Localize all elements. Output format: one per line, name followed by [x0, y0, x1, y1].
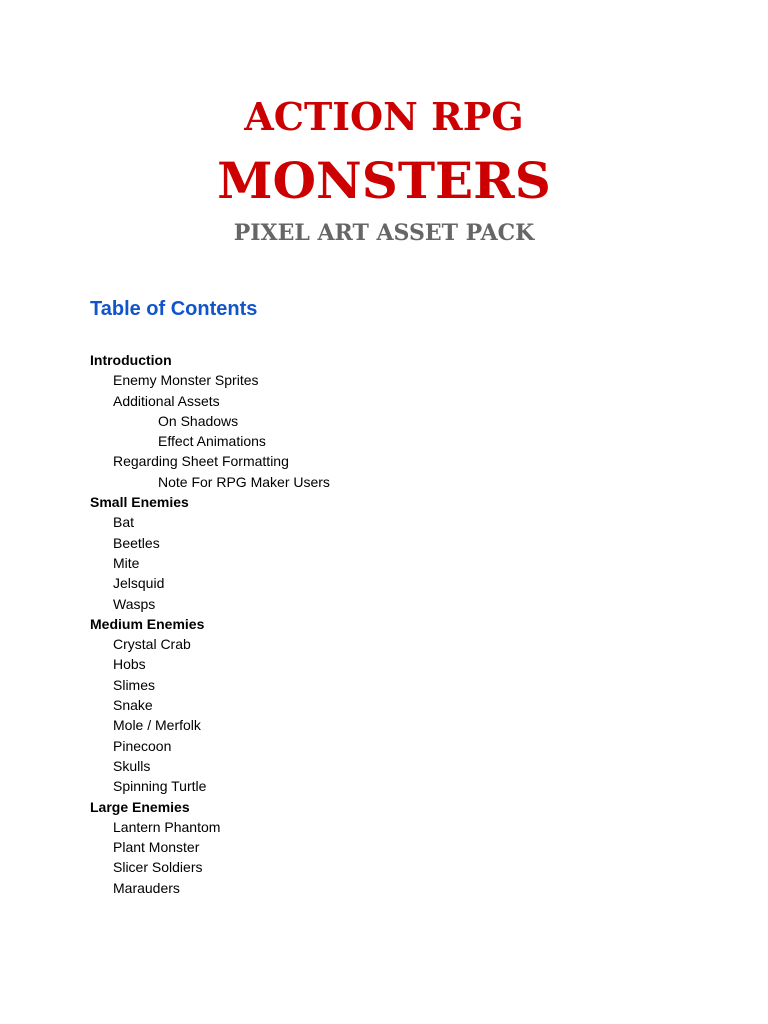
- toc-entry-link[interactable]: Pinecoon: [113, 737, 172, 754]
- toc-section-link[interactable]: Introduction: [90, 352, 172, 368]
- toc-entry-link[interactable]: Spinning Turtle: [113, 778, 207, 795]
- toc-entry-link[interactable]: Crystal Crab: [113, 636, 191, 653]
- toc-entry-link[interactable]: Note For RPG Maker Users: [158, 473, 330, 490]
- toc-entry-link[interactable]: Jelsquid: [113, 575, 165, 592]
- toc-heading: Table of Contents: [90, 298, 258, 320]
- toc-section-link[interactable]: Large Enemies: [90, 798, 190, 815]
- title-line-1: ACTION RPG: [244, 94, 524, 139]
- toc-entry-link[interactable]: Effect Animations: [158, 433, 266, 450]
- subtitle: PIXEL ART ASSET PACK: [233, 220, 535, 246]
- toc-entry-link[interactable]: Additional Assets: [113, 392, 220, 409]
- toc-entry-link[interactable]: Marauders: [113, 879, 180, 896]
- toc-entry-link[interactable]: Lantern Phantom: [113, 818, 221, 835]
- toc-entry-link[interactable]: Beetles: [113, 534, 160, 551]
- toc-entry-link[interactable]: Enemy Monster Sprites: [113, 372, 259, 389]
- toc-section-link[interactable]: Small Enemies: [90, 494, 189, 511]
- toc-entry-link[interactable]: Slimes: [113, 676, 156, 693]
- title-line-2: MONSTERS: [217, 151, 551, 210]
- toc-entry-link[interactable]: Mite: [113, 554, 140, 571]
- toc-entry-link[interactable]: Slicer Soldiers: [113, 859, 203, 876]
- toc-entry-link[interactable]: Bat: [113, 514, 135, 531]
- toc-entry-link[interactable]: On Shadows: [158, 412, 239, 429]
- toc-entry-link[interactable]: Mole / Merfolk: [113, 717, 201, 734]
- toc-section-link[interactable]: Medium Enemies: [90, 615, 205, 632]
- toc-entry-link[interactable]: Wasps: [113, 595, 156, 612]
- toc-entry-link[interactable]: Skulls: [113, 757, 151, 774]
- toc-entry-link[interactable]: Hobs: [113, 656, 146, 673]
- toc-entry-link[interactable]: Regarding Sheet Formatting: [113, 453, 289, 470]
- toc-entry-link[interactable]: Plant Monster: [113, 839, 200, 856]
- toc-list: [90, 350, 690, 898]
- toc-entry-link[interactable]: Snake: [113, 697, 153, 714]
